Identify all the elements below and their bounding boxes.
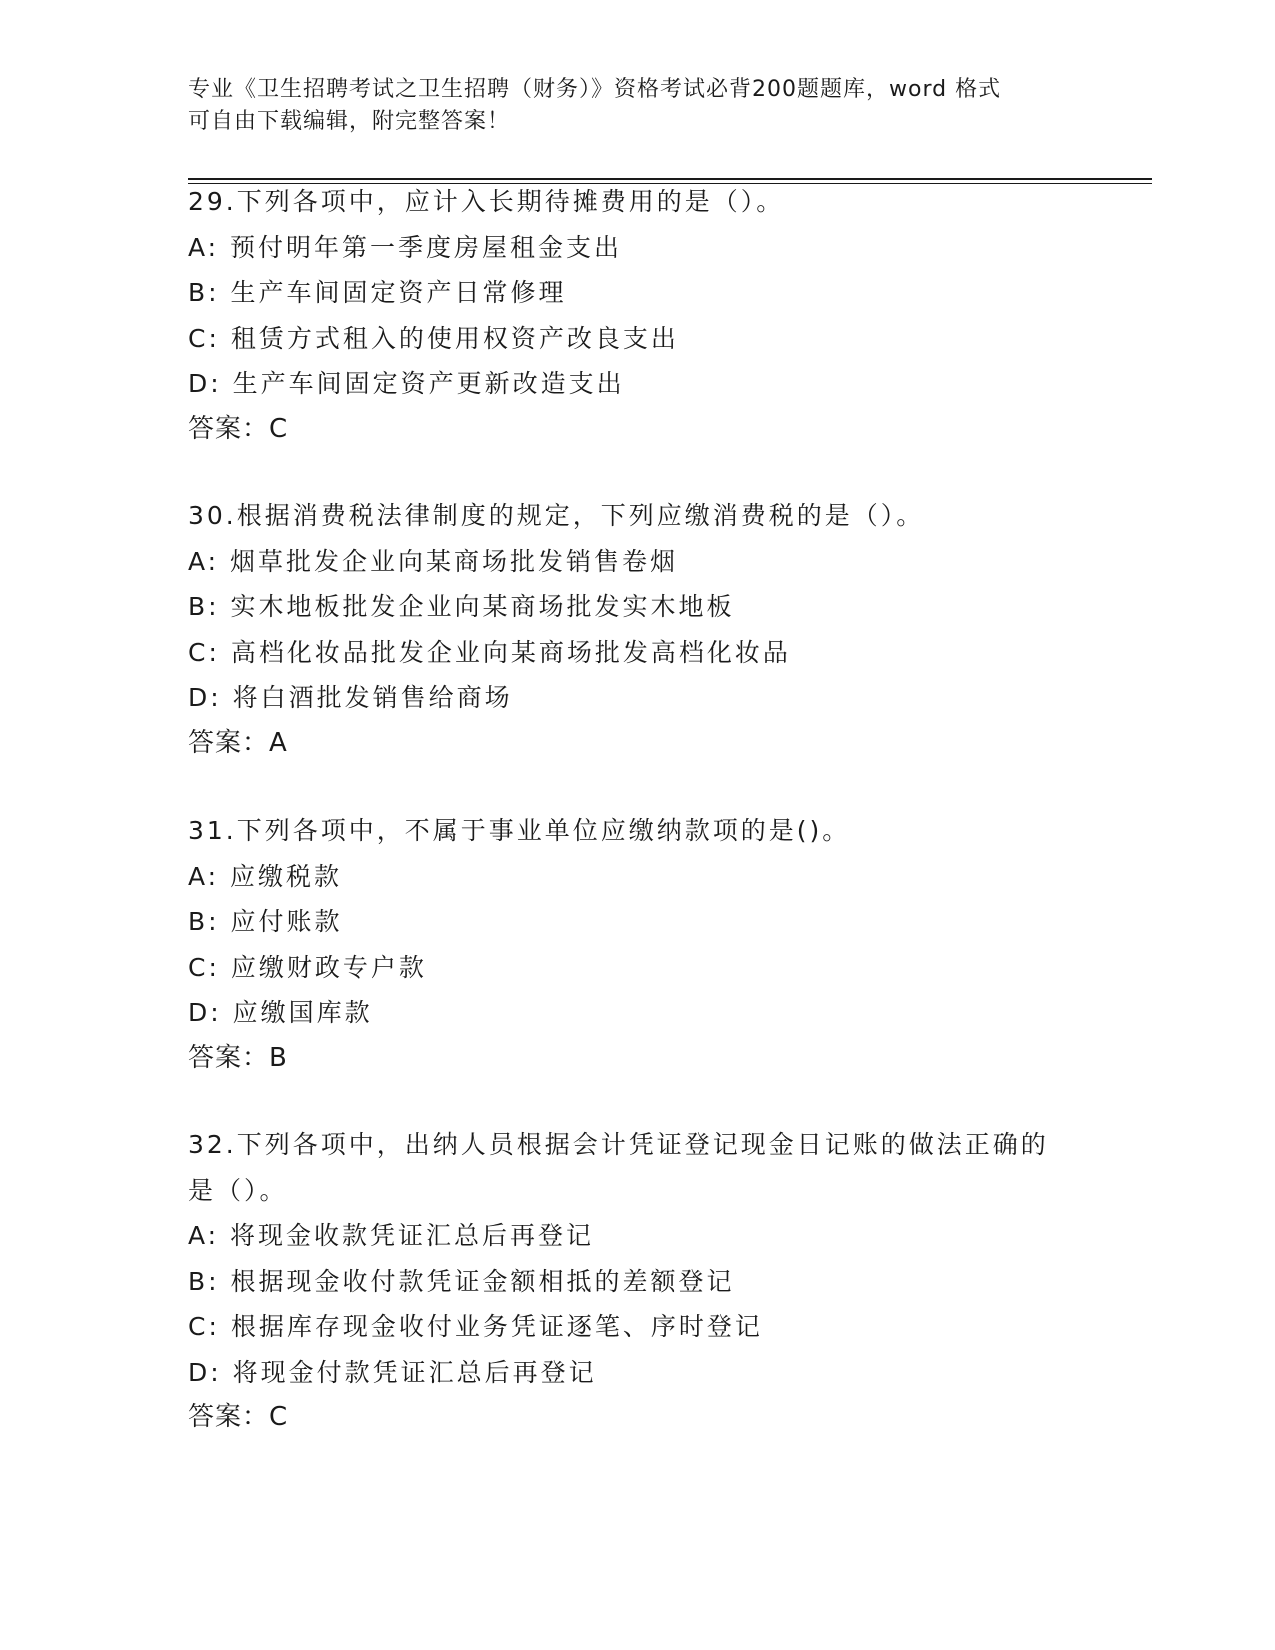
option-c: C: 高档化妆品批发企业向某商场批发高档化妆品 [188,637,791,667]
answer: 答案：B [188,1042,288,1073]
option-c: C: 应缴财政专户款 [188,952,427,982]
header-line-2: 可自由下载编辑，附完整答案！ [188,109,511,134]
option-d: D: 将现金付款凭证汇总后再登记 [188,1357,597,1387]
option-b: B: 生产车间固定资产日常修理 [188,278,567,307]
option-a: A: 应缴税款 [188,861,343,891]
question-30 [188,493,1128,766]
document-header [188,74,1088,138]
question-stem-line-2: 是（）。 [188,1175,288,1205]
header-line-1: 专业《卫生招聘考试之卫生招聘（财务）》资格考试必背200题题库，word 格式 [188,77,1002,102]
option-a: A: 预付明年第一季度房屋租金支出 [188,232,623,262]
option-b: B: 实木地板批发企业向某商场批发实木地板 [188,592,735,621]
question-32 [188,1122,1128,1441]
question-stem: 31.下列各项中，不属于事业单位应缴纳款项的是()。 [188,816,851,845]
option-a: A: 将现金收款凭证汇总后再登记 [188,1221,595,1250]
option-a: A: 烟草批发企业向某商场批发销售卷烟 [188,546,679,576]
answer: 答案：C [188,413,289,444]
option-d: D: 生产车间固定资产更新改造支出 [188,369,625,398]
question-31 [188,808,1128,1081]
option-c: C: 根据库存现金收付业务凭证逐笔、序时登记 [188,1312,763,1341]
answer: 答案：A [188,727,288,758]
question-stem: 30.根据消费税法律制度的规定，下列应缴消费税的是（）。 [188,501,925,530]
option-c: C: 租赁方式租入的使用权资产改良支出 [188,323,679,353]
option-d: D: 将白酒批发销售给商场 [188,683,513,712]
option-d: D: 应缴国库款 [188,998,373,1027]
question-stem: 29.下列各项中，应计入长期待摊费用的是（）。 [188,187,785,216]
option-b: B: 根据现金收付款凭证金额相抵的差额登记 [188,1266,735,1296]
question-29 [188,179,1128,452]
question-stem-line-1: 32.下列各项中，出纳人员根据会计凭证登记现金日记账的做法正确的 [188,1130,1049,1159]
option-b: B: 应付账款 [188,907,343,936]
answer: 答案：C [188,1402,289,1432]
